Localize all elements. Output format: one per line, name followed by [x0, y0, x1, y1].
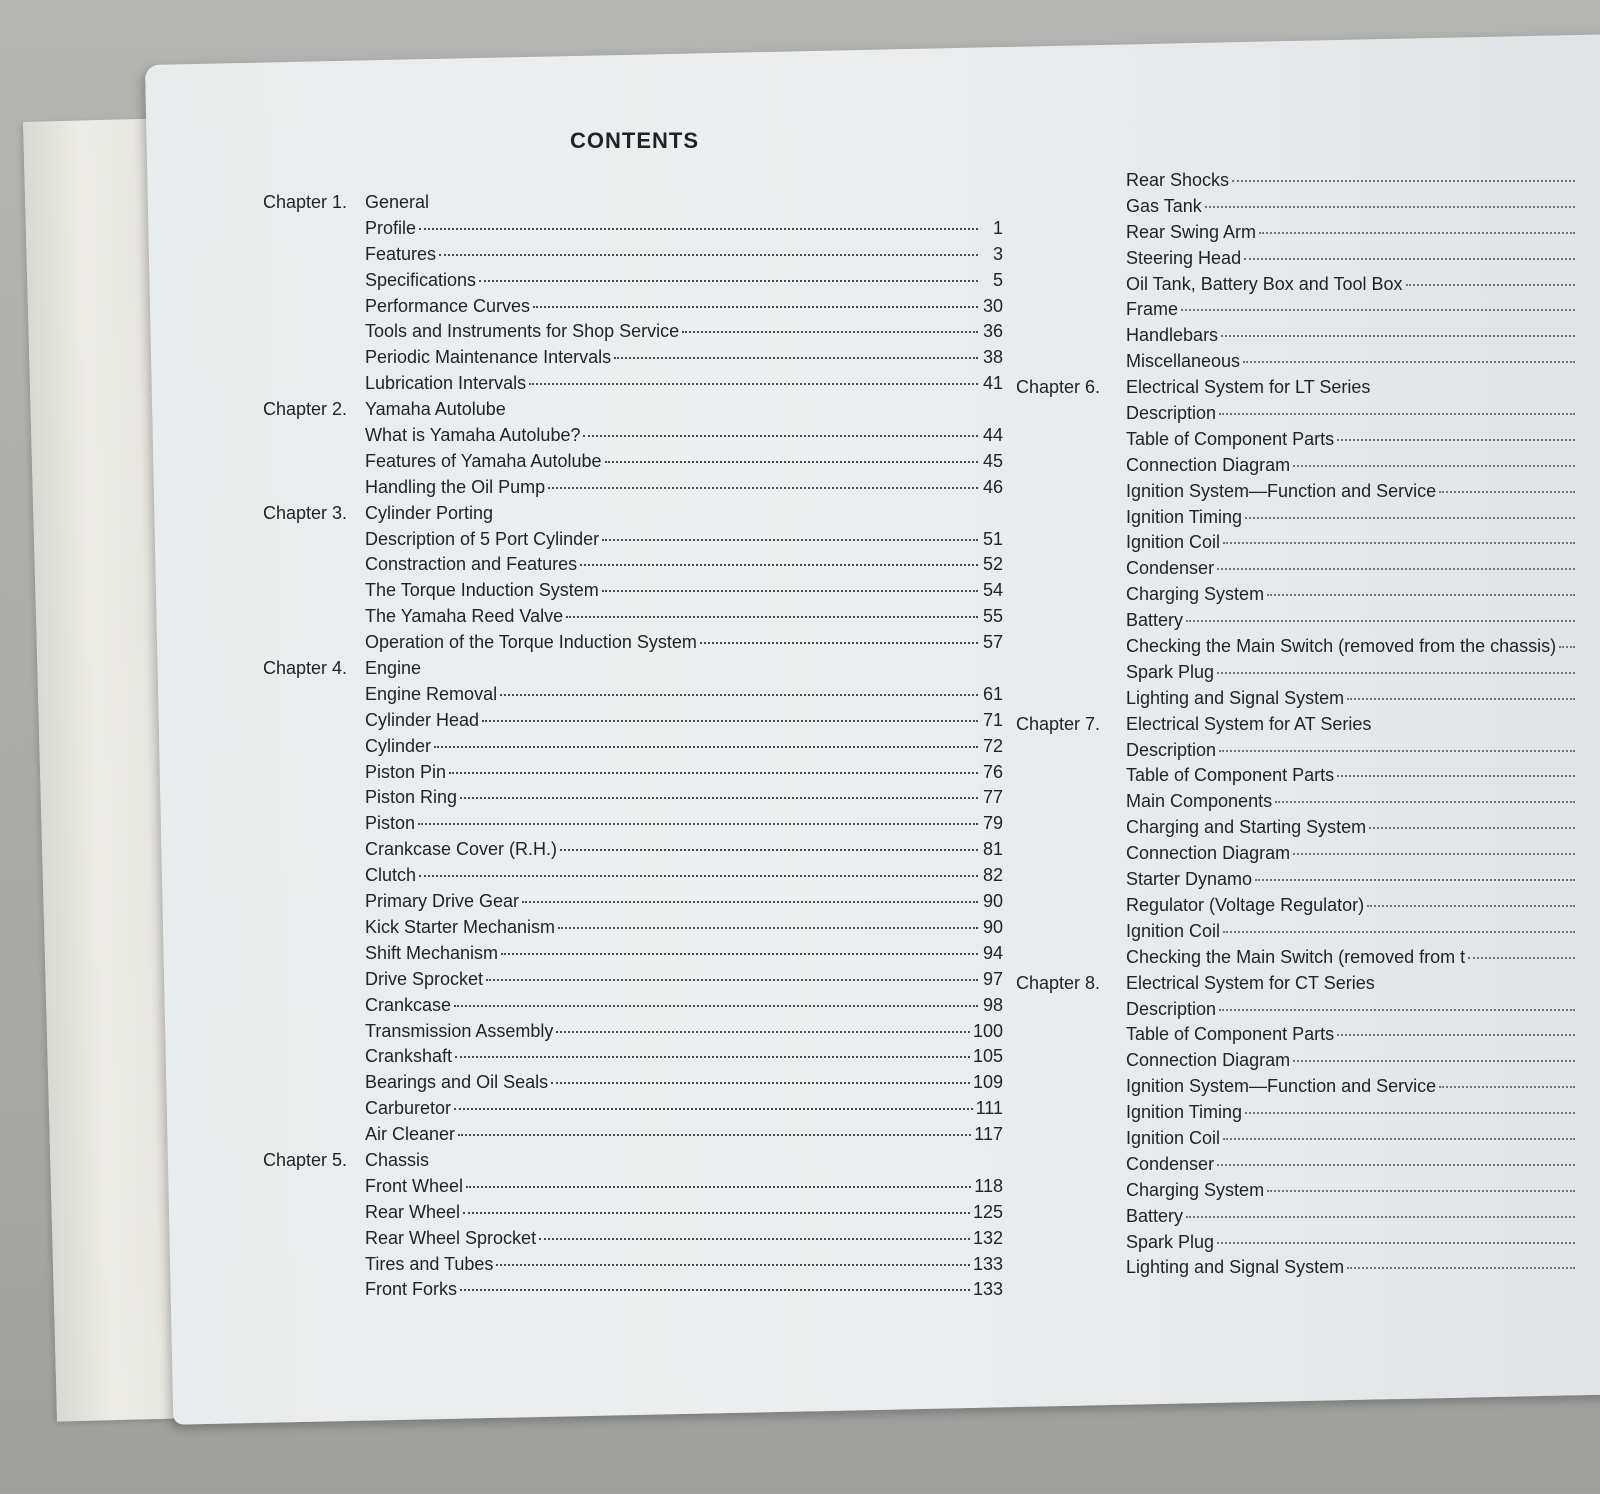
toc-chapter-number: Chapter 6. [1016, 377, 1101, 398]
toc-entry-row [263, 216, 1003, 242]
toc-entry-row [1016, 945, 1600, 971]
toc-entry-title: Cylinder Head [365, 709, 480, 730]
toc-chapter-number: Chapter 1. [263, 192, 348, 212]
toc-entry-title: Checking the Main Switch (removed from the chassis) [1126, 636, 1557, 657]
toc-entry-title: Connection Diagram [1126, 454, 1291, 475]
toc-page-number: 97 [982, 968, 1003, 989]
toc-entry-row [263, 552, 1003, 578]
toc-chapter-row [263, 501, 1003, 527]
toc-entry-row [263, 967, 1003, 993]
toc-entry-row [1016, 168, 1600, 194]
toc-entry-title: Carburetor [365, 1098, 452, 1119]
toc-entry-row [1016, 1022, 1600, 1048]
toc-page-number: 98 [982, 994, 1003, 1015]
dot-leader [558, 927, 978, 929]
toc-entry-title: Condenser [1126, 1153, 1215, 1174]
toc-page-number: 109 [972, 1072, 1003, 1093]
toc-entry-title: Condenser [1126, 558, 1215, 579]
toc-entry-row [1016, 919, 1600, 945]
dot-leader [602, 539, 978, 541]
toc-chapter-row [263, 1148, 1003, 1174]
toc-entry-title: Electrical System for LT Series [1126, 377, 1371, 398]
toc-entry-row [1016, 349, 1600, 375]
dot-leader [1219, 413, 1575, 415]
toc-page-number: 111 [975, 1098, 1003, 1119]
toc-page-number: 105 [972, 1046, 1003, 1067]
toc-entry-row [263, 604, 1003, 630]
toc-entry-row [1016, 556, 1600, 582]
dot-leader [482, 720, 978, 722]
toc-page-number: 76 [982, 761, 1003, 782]
dot-leader [454, 1005, 978, 1007]
dot-leader [463, 1212, 970, 1214]
toc-entry-title: Description [1126, 998, 1217, 1019]
dot-leader [1223, 542, 1575, 544]
toc-entry-title: Tires and Tubes [365, 1253, 494, 1274]
toc-page-number: 3 [992, 243, 1003, 264]
toc-page-number: 94 [982, 942, 1003, 963]
dot-leader [602, 590, 978, 592]
toc-entry-row [1016, 608, 1600, 634]
toc-entry-row [1016, 1204, 1600, 1230]
dot-leader [1406, 284, 1576, 286]
contents-right-column [1016, 168, 1600, 1338]
dot-leader [1259, 232, 1575, 234]
toc-entry-title: Kick Starter Mechanism [365, 916, 556, 937]
toc-entry-row [1016, 867, 1600, 893]
dot-leader [1267, 1190, 1575, 1192]
dot-leader [1367, 905, 1575, 907]
toc-entry-row [1016, 841, 1600, 867]
toc-entry-title: Piston [365, 813, 416, 834]
toc-page-number: 81 [982, 839, 1003, 860]
toc-chapter-number: Chapter 5. [263, 1149, 348, 1170]
toc-entry-title: Battery [1126, 1205, 1184, 1226]
toc-entry-title: Periodic Maintenance Intervals [365, 347, 612, 368]
toc-entry-title: Charging System [1126, 584, 1265, 605]
toc-chapter-row [263, 397, 1003, 423]
toc-entry-title: Table of Component Parts [1126, 765, 1335, 786]
toc-page-number: 54 [982, 580, 1003, 601]
toc-page-number: 46 [982, 476, 1003, 497]
dot-leader [479, 280, 978, 282]
toc-entry-title: Battery [1126, 610, 1184, 631]
toc-page-number: 117 [974, 1124, 1003, 1145]
toc-chapter-number: Chapter 7. [1016, 713, 1101, 734]
toc-page-number: 79 [982, 813, 1003, 834]
toc-page-number: 61 [982, 683, 1003, 704]
toc-entry-title: Miscellaneous [1126, 351, 1241, 372]
toc-chapter-row [1016, 712, 1600, 738]
dot-leader [529, 383, 978, 385]
toc-entry-title: Profile [365, 217, 417, 238]
dot-leader [1337, 439, 1575, 441]
toc-page-number: 118 [974, 1175, 1003, 1196]
toc-entry-row [263, 1019, 1003, 1045]
toc-entry-title: The Yamaha Reed Valve [365, 606, 564, 627]
toc-page-number: 71 [982, 709, 1003, 730]
toc-entry-row [1016, 1230, 1600, 1256]
dot-leader [1255, 879, 1575, 881]
toc-entry-row [263, 1174, 1003, 1200]
toc-entry-row [263, 734, 1003, 760]
dot-leader [1217, 568, 1575, 570]
dot-leader [454, 1108, 973, 1110]
dot-leader [419, 228, 978, 230]
dot-leader [1439, 1086, 1575, 1088]
toc-entry-title: Charging and Starting System [1126, 817, 1367, 838]
toc-entry-title: Features of Yamaha Autolube [365, 450, 602, 471]
toc-entry-title: Ignition Coil [1126, 1127, 1221, 1148]
toc-entry-title: Connection Diagram [1126, 1050, 1291, 1071]
dot-leader [1369, 827, 1575, 829]
dot-leader [605, 461, 979, 463]
dot-leader [1232, 180, 1575, 182]
toc-entry-row [1016, 1048, 1600, 1074]
toc-entry-title: Rear Wheel Sprocket [365, 1227, 537, 1248]
toc-entry-title: Ignition Coil [1126, 920, 1221, 941]
toc-entry-row [1016, 634, 1600, 660]
toc-entry-row [263, 863, 1003, 889]
toc-entry-title: Cylinder Porting [365, 502, 494, 523]
dot-leader [1275, 801, 1575, 803]
toc-entry-title: Rear Wheel [365, 1201, 461, 1222]
dot-leader [1293, 465, 1575, 467]
toc-entry-title: Cylinder [365, 735, 432, 756]
toc-entry-row [1016, 194, 1600, 220]
toc-entry-title: Front Forks [365, 1279, 458, 1300]
toc-entry-title: Lighting and Signal System [1126, 1257, 1345, 1278]
dot-leader [1243, 361, 1575, 363]
toc-entry-row [263, 993, 1003, 1019]
toc-entry-title: Description [1126, 739, 1217, 760]
toc-entry-row [1016, 997, 1600, 1023]
toc-entry-title: Handlebars [1126, 325, 1219, 346]
toc-entry-title: Gas Tank [1126, 195, 1202, 216]
toc-entry-title: Description [1126, 403, 1217, 424]
dot-leader [1337, 775, 1575, 777]
toc-entry-title: Handling the Oil Pump [365, 476, 546, 497]
toc-entry-row [263, 915, 1003, 941]
dot-leader [458, 1134, 971, 1136]
dot-leader [501, 953, 978, 955]
toc-page-number: 55 [982, 606, 1003, 627]
dot-leader [533, 306, 978, 308]
toc-entry-title: Steering Head [1126, 247, 1242, 268]
toc-page-number: 133 [972, 1279, 1003, 1300]
dot-leader [580, 564, 978, 566]
toc-page-number: 44 [982, 425, 1003, 446]
toc-page-number: 132 [972, 1227, 1003, 1248]
toc-chapter-row [1016, 971, 1600, 997]
dot-leader [1293, 853, 1575, 855]
toc-entry-row [263, 708, 1003, 734]
dot-leader [1217, 1242, 1575, 1244]
toc-entry-row [1016, 505, 1600, 531]
toc-entry-title: Drive Sprocket [365, 968, 484, 989]
toc-entry-row [1016, 1178, 1600, 1204]
toc-entry-row [263, 1226, 1003, 1252]
toc-entry-title: Chassis [365, 1149, 430, 1170]
dot-leader [418, 823, 978, 825]
toc-entry-row [1016, 272, 1600, 298]
toc-page-number: 52 [982, 554, 1003, 575]
toc-entry-row [263, 941, 1003, 967]
dot-leader [500, 694, 978, 696]
toc-page-number: 57 [982, 632, 1003, 653]
toc-entry-row [1016, 763, 1600, 789]
toc-entry-title: Bearings and Oil Seals [365, 1072, 549, 1093]
dot-leader [700, 642, 978, 644]
dot-leader [539, 1238, 970, 1240]
dot-leader [1347, 1267, 1575, 1269]
dot-leader [1223, 931, 1575, 933]
toc-entry-row [1016, 789, 1600, 815]
toc-entry-title: Ignition Timing [1126, 506, 1243, 527]
toc-entry-title: Regulator (Voltage Regulator) [1126, 894, 1365, 915]
dot-leader [1186, 620, 1575, 622]
toc-entry-title: Primary Drive Gear [365, 891, 520, 912]
toc-page-number: 82 [982, 865, 1003, 886]
dot-leader [1559, 646, 1575, 648]
toc-entry-title: Charging System [1126, 1179, 1265, 1200]
dot-leader [551, 1082, 970, 1084]
toc-page-number: 100 [972, 1020, 1003, 1041]
toc-entry-row [263, 682, 1003, 708]
toc-page-number: 90 [982, 891, 1003, 912]
toc-entry-title: The Torque Induction System [365, 580, 599, 601]
toc-entry-row [1016, 220, 1600, 246]
toc-entry-title: Front Wheel [365, 1175, 464, 1196]
toc-entry-row [1016, 479, 1600, 505]
toc-entry-title: Rear Shocks [1126, 170, 1230, 190]
toc-page-number: 41 [982, 373, 1003, 394]
dot-leader [455, 1056, 970, 1058]
toc-entry-title: Main Components [1126, 791, 1273, 812]
dot-leader [1223, 1138, 1575, 1140]
toc-entry-row [1016, 401, 1600, 427]
toc-entry-title: Description of 5 Port Cylinder [365, 528, 600, 549]
dot-leader [460, 797, 978, 799]
toc-entry-title: Performance Curves [365, 295, 531, 316]
toc-entry-title: Checking the Main Switch (removed from t [1126, 946, 1466, 967]
dot-leader [614, 357, 978, 359]
dot-leader [1217, 672, 1575, 674]
toc-entry-row [1016, 660, 1600, 686]
dot-leader [460, 1289, 970, 1291]
toc-chapter-row [1016, 375, 1600, 401]
toc-page-number: 72 [982, 735, 1003, 756]
toc-entry-title: Shift Mechanism [365, 942, 499, 963]
dot-leader [548, 487, 978, 489]
toc-entry-row [1016, 427, 1600, 453]
toc-entry-title: Yamaha Autolube [365, 399, 506, 420]
toc-entry-row [1016, 582, 1600, 608]
toc-entry-title: Operation of the Torque Induction System [365, 632, 697, 653]
dot-leader [496, 1264, 970, 1266]
toc-entry-title: Features [365, 243, 437, 264]
dot-leader [1468, 957, 1575, 959]
toc-entry-title: Starter Dynamo [1126, 869, 1253, 890]
toc-entry-row [1016, 738, 1600, 764]
toc-entry-row [263, 837, 1003, 863]
toc-entry-row [1016, 1100, 1600, 1126]
toc-entry-title: Rear Swing Arm [1126, 221, 1257, 242]
dot-leader [566, 616, 978, 618]
toc-entry-row [263, 1096, 1003, 1122]
toc-entry-title: Ignition System—Function and Service [1126, 480, 1437, 501]
toc-entry-row [263, 1252, 1003, 1278]
toc-entry-row [263, 319, 1003, 345]
dot-leader [466, 1186, 971, 1188]
toc-entry-row [263, 1277, 1003, 1303]
dot-leader [486, 979, 978, 981]
toc-entry-row [1016, 246, 1600, 272]
toc-entry-row [263, 294, 1003, 320]
dot-leader [560, 849, 978, 851]
toc-entry-title: Engine Removal [365, 683, 498, 704]
dot-leader [1439, 491, 1575, 493]
contents-left-column [263, 190, 1003, 1303]
toc-entry-title: Oil Tank, Battery Box and Tool Box [1126, 273, 1403, 294]
toc-entry-row [263, 760, 1003, 786]
dot-leader [1219, 750, 1575, 752]
dot-leader [1186, 1216, 1575, 1218]
toc-entry-title: General [365, 192, 430, 212]
toc-entry-row [263, 1200, 1003, 1226]
toc-page-number: 77 [982, 787, 1003, 808]
toc-entry-row [1016, 1255, 1600, 1281]
toc-entry-row [263, 423, 1003, 449]
dot-leader [1217, 1164, 1575, 1166]
toc-entry-row [1016, 323, 1600, 349]
dot-leader [434, 746, 978, 748]
toc-chapter-number: Chapter 3. [263, 502, 348, 523]
toc-entry-title: Spark Plug [1126, 661, 1215, 682]
toc-page-number: 38 [982, 347, 1003, 368]
toc-entry-title: Electrical System for AT Series [1126, 713, 1372, 734]
toc-chapter-number: Chapter 2. [263, 399, 348, 420]
toc-entry-row [263, 1122, 1003, 1148]
toc-entry-title: Crankshaft [365, 1046, 453, 1067]
toc-entry-title: Clutch [365, 865, 417, 886]
dot-leader [522, 901, 978, 903]
dot-leader [1221, 335, 1575, 337]
toc-entry-title: Crankcase Cover (R.H.) [365, 839, 558, 860]
toc-entry-row [263, 345, 1003, 371]
toc-entry-row [263, 371, 1003, 397]
dot-leader [1267, 594, 1575, 596]
toc-entry-row [263, 785, 1003, 811]
toc-entry-title: Specifications [365, 269, 477, 290]
toc-entry-row [1016, 297, 1600, 323]
toc-entry-title: Lubrication Intervals [365, 373, 527, 394]
dot-leader [1244, 258, 1575, 260]
dot-leader [556, 1031, 970, 1033]
dot-leader [682, 331, 978, 333]
dot-leader [419, 875, 978, 877]
toc-page-number: 90 [982, 916, 1003, 937]
dot-leader [1245, 1112, 1575, 1114]
toc-entry-title: Constraction and Features [365, 554, 578, 575]
toc-entry-title: Piston Pin [365, 761, 447, 782]
toc-entry-row [263, 578, 1003, 604]
toc-entry-title: Frame [1126, 299, 1179, 320]
toc-entry-row [1016, 530, 1600, 556]
dot-leader [439, 254, 978, 256]
toc-entry-title: Table of Component Parts [1126, 428, 1335, 449]
toc-entry-row [1016, 453, 1600, 479]
toc-entry-row [263, 449, 1003, 475]
toc-page-number: 45 [982, 450, 1003, 471]
dot-leader [1337, 1034, 1575, 1036]
toc-entry-row [1016, 1074, 1600, 1100]
toc-entry-title: Crankcase [365, 994, 452, 1015]
toc-entry-title: Engine [365, 658, 422, 679]
toc-entry-title: Electrical System for CT Series [1126, 972, 1375, 993]
toc-entry-row [1016, 686, 1600, 712]
toc-entry-row [263, 242, 1003, 268]
toc-page-number: 133 [972, 1253, 1003, 1274]
toc-entry-row [263, 811, 1003, 837]
toc-entry-title: Piston Ring [365, 787, 458, 808]
dot-leader [1293, 1060, 1575, 1062]
toc-entry-row [1016, 1126, 1600, 1152]
toc-entry-row [1016, 893, 1600, 919]
toc-entry-title: Ignition System—Function and Service [1126, 1076, 1437, 1097]
dot-leader [583, 435, 978, 437]
toc-chapter-number: Chapter 4. [263, 658, 348, 679]
toc-page-number: 30 [982, 295, 1003, 316]
dot-leader [449, 772, 978, 774]
toc-entry-title: What is Yamaha Autolube? [365, 425, 581, 446]
toc-entry-row [1016, 1152, 1600, 1178]
toc-entry-title: Tools and Instruments for Shop Service [365, 321, 680, 342]
toc-entry-title: Ignition Timing [1126, 1102, 1243, 1123]
toc-entry-row [263, 630, 1003, 656]
toc-entry-row [263, 1070, 1003, 1096]
toc-page-number: 51 [982, 528, 1003, 549]
toc-page-number: 125 [972, 1201, 1003, 1222]
toc-entry-row [263, 475, 1003, 501]
dot-leader [1219, 1009, 1575, 1011]
toc-entry-title: Lighting and Signal System [1126, 687, 1345, 708]
toc-page-number: 36 [982, 321, 1003, 342]
dot-leader [1205, 206, 1575, 208]
toc-entry-row [263, 527, 1003, 553]
toc-page-number: 5 [992, 269, 1003, 290]
dot-leader [1245, 517, 1575, 519]
toc-entry-title: Spark Plug [1126, 1231, 1215, 1252]
toc-entry-title: Connection Diagram [1126, 843, 1291, 864]
toc-entry-title: Ignition Coil [1126, 532, 1221, 553]
dot-leader [1347, 698, 1575, 700]
toc-entry-title: Table of Component Parts [1126, 1024, 1335, 1045]
toc-entry-title: Transmission Assembly [365, 1020, 554, 1041]
toc-entry-row [1016, 815, 1600, 841]
toc-entry-row [263, 268, 1003, 294]
dot-leader [1181, 309, 1575, 311]
contents-heading: CONTENTS [570, 128, 699, 153]
toc-entry-title: Air Cleaner [365, 1124, 456, 1145]
toc-chapter-row [263, 190, 1003, 216]
toc-chapter-row [263, 656, 1003, 682]
toc-entry-row [263, 1044, 1003, 1070]
toc-page-number: 1 [992, 217, 1003, 238]
toc-entry-row [263, 889, 1003, 915]
toc-chapter-number: Chapter 8. [1016, 972, 1101, 993]
